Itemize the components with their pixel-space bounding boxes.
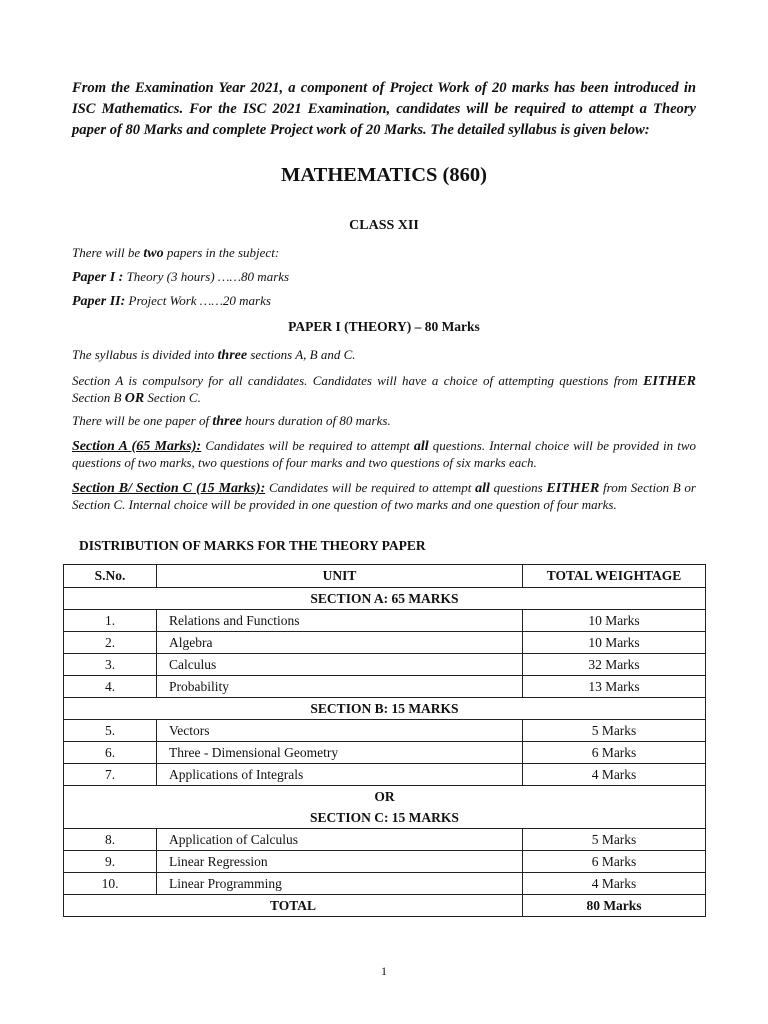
paper-heading: PAPER I (THEORY) – 80 Marks: [288, 319, 480, 334]
papers-line-emphasis: two: [143, 246, 164, 261]
row-unit: Probability: [157, 676, 523, 698]
section-bc-either: EITHER: [546, 481, 600, 496]
section-bc-emphasis: all: [475, 481, 490, 496]
or-label: OR: [374, 789, 395, 804]
row-unit: Algebra: [157, 632, 523, 654]
section-bc-label: Section B/ Section C (15 Marks):: [72, 481, 266, 496]
compulsory-mid: Section B: [72, 390, 125, 405]
table-row: [64, 654, 706, 676]
row-unit: Applications of Integrals: [157, 764, 523, 786]
distribution-heading: DISTRIBUTION OF MARKS FOR THE THEORY PAPER: [79, 538, 426, 553]
table-header-row: [64, 565, 706, 588]
section-c-heading: SECTION C: 15 MARKS: [310, 810, 459, 825]
section-a-note: [72, 438, 696, 471]
row-sno: 7.: [64, 764, 157, 786]
row-weightage: 4 Marks: [523, 764, 706, 786]
section-b-row: [64, 698, 706, 720]
or-section-c-row: [64, 786, 706, 829]
total-value: 80 Marks: [523, 895, 706, 917]
compulsory-or: OR: [124, 391, 145, 406]
row-weightage: 10 Marks: [523, 632, 706, 654]
section-bc-post: from Section B or Section C. Internal choice will be provided in one question of two marks and one question of four marks.: [72, 480, 696, 512]
table-row: [64, 764, 706, 786]
syllabus-line-emphasis: three: [217, 348, 248, 363]
table-row: [64, 720, 706, 742]
row-unit: Vectors: [157, 720, 523, 742]
papers-line-post: papers in the subject:: [163, 245, 280, 260]
paper1-line: [72, 269, 696, 286]
table-row: [64, 676, 706, 698]
row-weightage: 13 Marks: [523, 676, 706, 698]
row-weightage: 5 Marks: [523, 829, 706, 851]
marks-distribution-table: [63, 564, 706, 917]
row-sno: 6.: [64, 742, 157, 764]
table-row: [64, 742, 706, 764]
section-a-pre: Candidates will be required to attempt: [201, 438, 414, 453]
papers-line-pre: There will be: [72, 245, 144, 260]
page-title: MATHEMATICS (860): [281, 164, 487, 186]
row-sno: 8.: [64, 829, 157, 851]
table-row: [64, 632, 706, 654]
section-bc-mid: questions: [489, 480, 547, 495]
row-weightage: 6 Marks: [523, 851, 706, 873]
row-unit: Calculus: [157, 654, 523, 676]
table-row: [64, 829, 706, 851]
row-weightage: 32 Marks: [523, 654, 706, 676]
total-label: TOTAL: [64, 895, 523, 917]
section-a-post: questions. Internal choice will be provided in two questions of two marks, two questions of four marks and two questions of six marks each.: [72, 438, 696, 470]
paper2-text: Project Work ……20 marks: [125, 293, 271, 308]
row-sno: 10.: [64, 873, 157, 895]
row-unit: Linear Programming: [157, 873, 523, 895]
section-bc-pre: Candidates will be required to attempt: [265, 480, 476, 495]
row-sno: 3.: [64, 654, 157, 676]
section-bc-note: [72, 480, 696, 513]
syllabus-line: [72, 347, 696, 364]
paper2-label: Paper II:: [72, 294, 126, 309]
syllabus-line-post: sections A, B and C.: [247, 347, 356, 362]
syllabus-line-pre: The syllabus is divided into: [72, 347, 218, 362]
section-a-row: [64, 588, 706, 610]
duration-emphasis: three: [212, 414, 242, 429]
row-sno: 5.: [64, 720, 157, 742]
compulsory-pre: Section A is compulsory for all candidates. Candidates will have a choice of attempting questions from: [72, 373, 644, 388]
row-sno: 2.: [64, 632, 157, 654]
compulsory-either: EITHER: [643, 374, 696, 389]
total-row: [64, 895, 706, 917]
duration-pre: There will be one paper of: [72, 413, 213, 428]
row-unit: Three - Dimensional Geometry: [157, 742, 523, 764]
section-a-emphasis: all: [413, 439, 429, 454]
row-unit: Relations and Functions: [157, 610, 523, 632]
table-row: [64, 610, 706, 632]
or-section-c-cell: [64, 786, 706, 829]
papers-line: [72, 245, 696, 262]
paper2-line: [72, 293, 696, 310]
paper1-text: Theory (3 hours) ……80 marks: [123, 269, 290, 284]
page-number: 1: [381, 964, 387, 978]
row-weightage: 4 Marks: [523, 873, 706, 895]
row-unit: Application of Calculus: [157, 829, 523, 851]
row-unit: Linear Regression: [157, 851, 523, 873]
compulsory-post: Section C.: [144, 390, 201, 405]
duration-post: hours duration of 80 marks.: [241, 413, 391, 428]
section-b-heading: SECTION B: 15 MARKS: [64, 698, 706, 720]
row-weightage: 6 Marks: [523, 742, 706, 764]
header-weightage: TOTAL WEIGHTAGE: [523, 565, 706, 588]
class-label: CLASS XII: [349, 218, 419, 233]
section-a-heading: SECTION A: 65 MARKS: [64, 588, 706, 610]
table-row: [64, 851, 706, 873]
header-sno: S.No.: [64, 565, 157, 588]
row-sno: 4.: [64, 676, 157, 698]
section-a-compulsory: [72, 373, 696, 407]
row-weightage: 5 Marks: [523, 720, 706, 742]
table-row: [64, 873, 706, 895]
paper1-label: Paper I :: [72, 270, 124, 285]
intro-paragraph: From the Examination Year 2021, a component of Project Work of 20 marks has been introduced in ISC Mathematics. For the ISC 2021 Examination, candidates will be required to attempt a Theory paper of 80 Marks and complete Project work of 20 Marks. The detailed syllabus is given below:: [72, 80, 696, 138]
row-sno: 9.: [64, 851, 157, 873]
header-unit: UNIT: [157, 565, 523, 588]
duration-line: [72, 413, 696, 430]
row-weightage: 10 Marks: [523, 610, 706, 632]
row-sno: 1.: [64, 610, 157, 632]
section-a-label: Section A (65 Marks):: [72, 439, 202, 454]
